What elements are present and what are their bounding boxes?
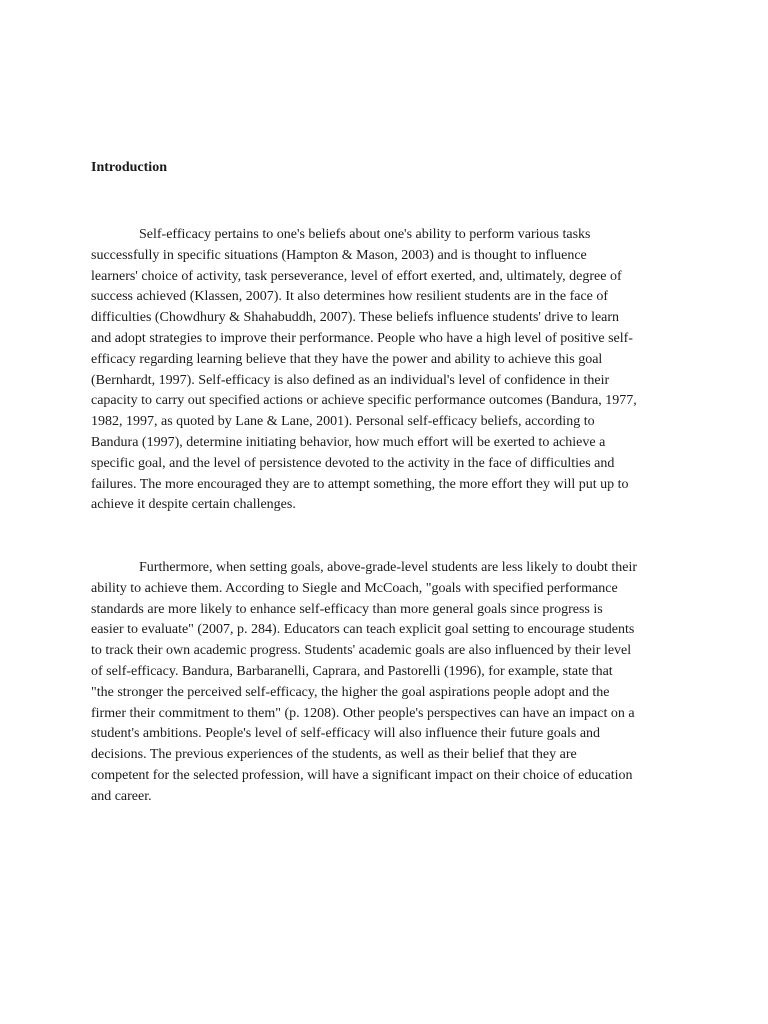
paragraph-line: specific goal, and the level of persistence devoted to the activity in the face of difficulties and <box>91 455 615 471</box>
paragraph-line: failures. The more encouraged they are to attempt something, the more effort they will put up to <box>91 476 629 492</box>
paragraph-line: Bandura (1997), determine initiating behavior, how much effort will be exerted to achieve a <box>91 434 606 450</box>
paragraph-line: easier to evaluate" (2007, p. 284). Educators can teach explicit goal setting to encourage students <box>91 622 635 638</box>
paragraph-line: "the stronger the perceived self-efficacy, the higher the goal aspirations people adopt and the <box>91 684 610 700</box>
paragraph-line: difficulties (Chowdhury & Shahabuddh, 2007). These beliefs influence students' drive to learn <box>91 310 620 326</box>
paragraph-line: (Bernhardt, 1997). Self-efficacy is also defined as an individual's level of confidence in their <box>91 372 610 388</box>
paragraph-line: firmer their commitment to them" (p. 1208). Other people's perspectives can have an impact on a <box>91 705 635 721</box>
paragraph-line: achieve it despite certain challenges. <box>91 497 296 513</box>
paragraph-line: standards are more likely to enhance self-efficacy than more general goals since progress is <box>91 601 603 617</box>
paragraph-line: competent for the selected profession, will have a significant impact on their choice of education <box>91 767 633 783</box>
paragraph-line: capacity to carry out specified actions or achieve specific performance outcomes (Bandura, 1977, <box>91 393 637 409</box>
paragraph-line: and adopt strategies to improve their performance. People who have a high level of positive self- <box>91 330 633 346</box>
paragraph-line: successfully in specific situations (Hampton & Mason, 2003) and is thought to influence <box>91 247 587 263</box>
paragraph-line: Self-efficacy pertains to one's beliefs about one's ability to perform various tasks <box>139 227 591 242</box>
paragraph-line: success achieved (Klassen, 2007). It also determines how resilient students are in the face of <box>91 289 609 305</box>
paragraph-1 <box>91 225 637 516</box>
paragraph-line: learners' choice of activity, task perseverance, level of effort exerted, and, ultimately, degree of <box>91 268 622 284</box>
paragraph-line: and career. <box>91 788 152 804</box>
section-heading: Introduction <box>91 160 167 175</box>
paragraph-line: ability to achieve them. According to Siegle and McCoach, "goals with specified performance <box>91 580 618 596</box>
paragraph-line: Furthermore, when setting goals, above-grade-level students are less likely to doubt their <box>139 560 638 575</box>
paragraph-line: 1982, 1997, as quoted by Lane & Lane, 2001). Personal self-efficacy beliefs, according to <box>91 414 595 430</box>
paragraph-2 <box>91 558 637 808</box>
paragraph-line: decisions. The previous experiences of the students, as well as their belief that they are <box>91 747 577 763</box>
paragraph-line: of self-efficacy. Bandura, Barbaranelli, Caprara, and Pastorelli (1996), for example, state that <box>91 663 613 679</box>
paragraph-line: to track their own academic progress. Students' academic goals are also influenced by their level <box>91 643 632 659</box>
paragraph-line: student's ambitions. People's level of self-efficacy will also influence their future goals and <box>91 726 601 742</box>
paragraph-line: efficacy regarding learning believe that they have the power and ability to achieve this goal <box>91 351 603 367</box>
